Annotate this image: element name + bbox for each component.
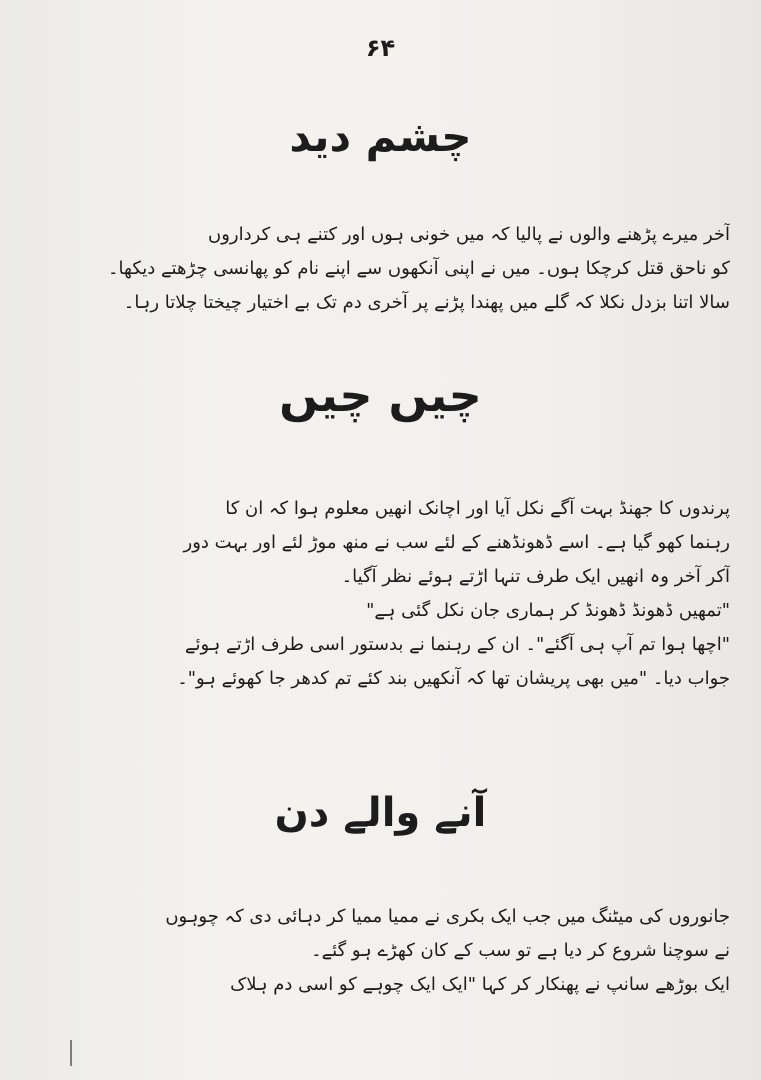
section-title-cheen-cheen: چیں چیں <box>279 368 482 422</box>
text-line: "تمھیں ڈھونڈ ڈھونڈ کر ہماری جان نکل گئی ہے" <box>366 600 730 621</box>
section-title-chashm-deed: چشم دید <box>289 112 472 161</box>
section-body-cheen-cheen <box>50 492 730 696</box>
text-line: جواب دیا۔ "میں بھی پریشان تھا کہ آنکھیں بند کئے تم کدھر جا کھوئے ہو"۔ <box>177 668 730 689</box>
text-line: سالا اتنا بزدل نکلا کہ گلے میں پھندا پڑنے پر آخری دم تک بے اختیار چیختا چلاتا رہا۔ <box>123 292 730 313</box>
text-line: پرندوں کا جھنڈ بہت آگے نکل آیا اور اچانک انھیں معلوم ہوا کہ ان کا <box>225 498 730 519</box>
page-number: ۶۴ <box>365 34 396 62</box>
margin-mark <box>70 1040 72 1066</box>
text-line: آخر میرے پڑھنے والوں نے پالیا کہ میں خونی ہوں اور کتنے ہی کرداروں <box>208 224 730 245</box>
text-line: ایک بوڑھے سانپ نے پھنکار کر کہا "ایک ایک چوہے کو اسی دم ہلاک <box>230 974 730 995</box>
text-line: آکر آخر وہ انھیں ایک طرف تنہا اڑتے ہوئے نظر آگیا۔ <box>341 566 730 587</box>
section-body-chashm-deed <box>50 218 730 320</box>
text-line: کو ناحق قتل کرچکا ہوں۔ میں نے اپنی آنکھوں سے اپنے نام کو پھانسی چڑھتے دیکھا۔ <box>107 258 730 279</box>
section-body-aane-wale-din <box>50 900 730 1002</box>
text-line: جانوروں کی میٹنگ میں جب ایک بکری نے ممیا ممیا کر دہائی دی کہ چوہوں <box>165 906 730 927</box>
text-line: رہنما کھو گیا ہے۔ اسے ڈھونڈھنے کے لئے سب نے منھ موڑ لئے اور بہت دور <box>183 532 730 553</box>
text-line: "اچھا ہوا تم آپ ہی آگئے"۔ ان کے رہنما نے بدستور اسی طرف اڑتے ہوئے <box>184 634 730 655</box>
section-title-aane-wale-din: آنے والے دن <box>274 790 487 836</box>
text-line: نے سوچنا شروع کر دیا ہے تو سب کے کان کھڑے ہو گئے۔ <box>311 940 730 961</box>
